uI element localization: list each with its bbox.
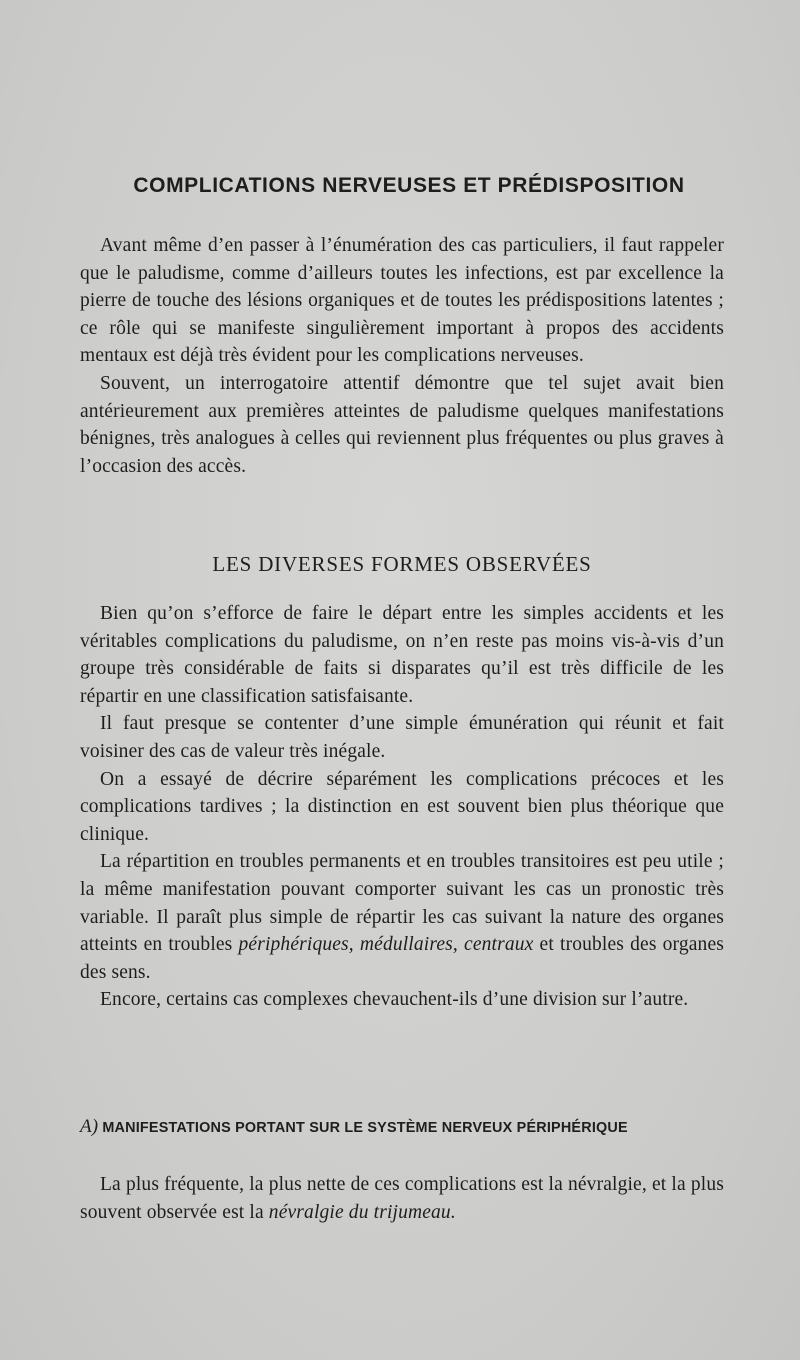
formes-paragraph-3: On a essayé de décrire séparément les complications précoces et les complications tardives ; la distinction en est souvent bien plus théorique que clinique. <box>80 768 724 845</box>
formes-paragraph-4 <box>80 848 724 986</box>
section-title: MANIFESTATIONS PORTANT SUR LE SYSTÈME NERVEUX PÉRIPHÉRIQUE <box>102 1120 628 1136</box>
main-heading: COMPLICATIONS NERVEUSES ET PRÉDISPOSITION <box>133 174 685 197</box>
section-a-text-start: La plus fréquente, la plus nette de ces complications est la névralgie, et la plus souvent observée est la <box>80 1174 724 1223</box>
section-a-text-em: névralgie du trijumeau. <box>268 1201 456 1223</box>
intro-paragraph-1: Avant même d’en passer à l’énumération des cas particuliers, il faut rappeler que le paludisme, comme d’ailleurs toutes les infections, est par excellence la pierre de touche des lésions organiques et de toutes les prédispositions latentes ; ce rôle qui se manifeste singulièrement important à propos des accidents mentaux est déjà très évident pour les complications nerveuses. <box>80 235 724 367</box>
section-a-paragraph <box>80 1171 724 1226</box>
formes-p4-end: et troubles des organes des sens. <box>80 934 724 983</box>
formes-text <box>80 600 724 1014</box>
section-a-text <box>80 1171 724 1226</box>
formes-paragraph-5: Encore, certains cas complexes chevauchent-ils d’une division sur l’autre. <box>100 989 689 1011</box>
intro-paragraph-2: Souvent, un interrogatoire attentif démontre que tel sujet avait bien antérieurement aux premières atteintes de paludisme quelques manifestations bénignes, très analogues à celles qui reviennent plus fréquentes ou plus graves à l’occasion des accès. <box>80 372 724 477</box>
section-letter: A) <box>80 1116 99 1137</box>
section-heading-formes: LES DIVERSES FORMES OBSERVÉES <box>212 552 592 576</box>
formes-paragraph-2: Il faut presque se contenter d’une simple émunération qui réunit et fait voisiner des cas de valeur très inégale. <box>80 713 724 762</box>
intro-text <box>80 232 724 480</box>
section-heading-a <box>80 1116 724 1138</box>
formes-p4-em-centraux: centraux <box>464 934 534 956</box>
formes-p4-start: La répartition en troubles permanents et en troubles transitoires est peu utile ; la même manifestation pouvant comporter suivant les cas un pronostic très variable. Il paraît plus simple de répartir les cas suivant la nature des organes atteints en troubles <box>80 851 724 956</box>
formes-paragraph-1: Bien qu’on s’efforce de faire le départ entre les simples accidents et les véritables complications du paludisme, on n’en reste pas moins vis-à-vis d’un groupe très considérable de faits si disparates qu’il est très difficile de les répartir en une classification satisfaisante. <box>80 603 724 707</box>
formes-p4-em-medullaires: médullaires, <box>359 934 458 956</box>
formes-p4-em-peripheriques: périphériques, <box>238 934 354 956</box>
